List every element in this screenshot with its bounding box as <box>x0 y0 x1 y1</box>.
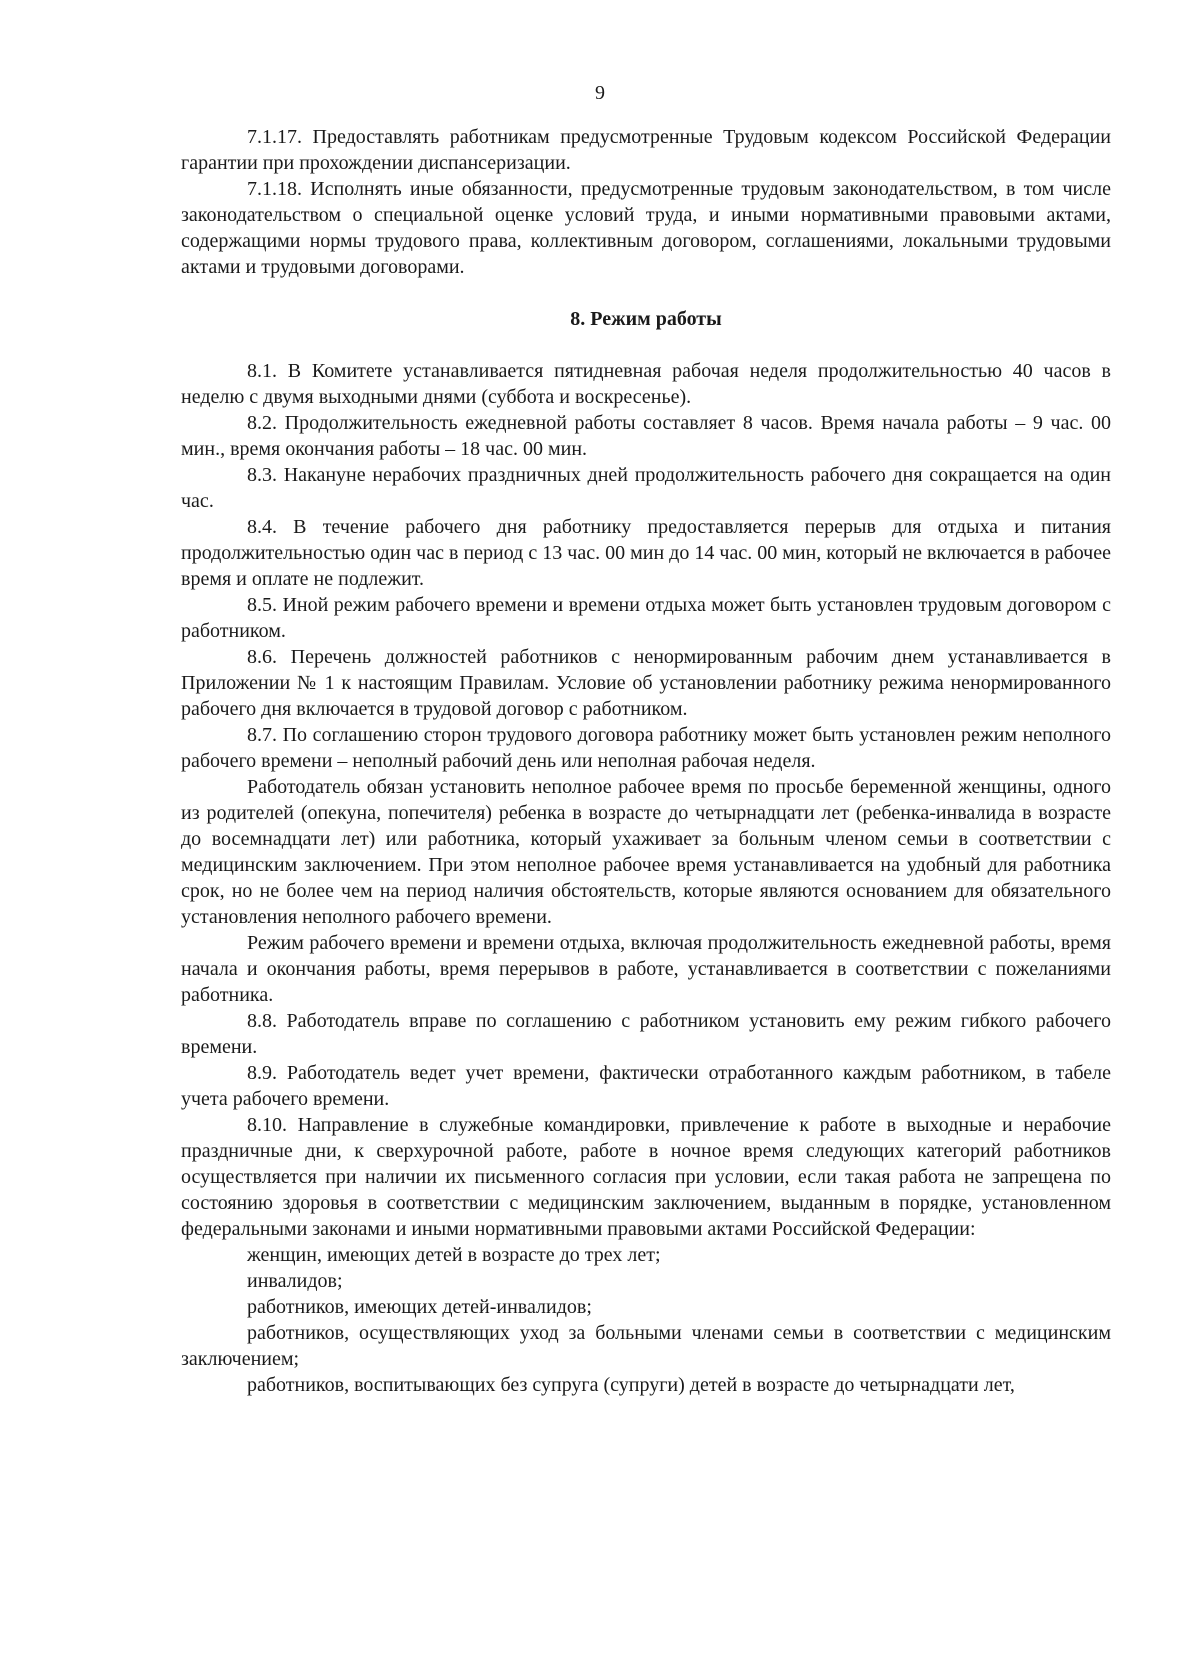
paragraph-8-10: 8.10. Направление в служебные командировки, привлечение к работе в выходные и нерабочие праздничные дни, к сверхурочной работе, работе в ночное время следующих категорий работников осуществляется при наличии их письменного согласия при условии, если такая работа не запрещена по состоянию здоровья в соответствии с медицинским заключением, выданным в порядке, установленном федеральными законами и иными нормативными правовыми актами Российской Федерации: <box>181 1114 1111 1240</box>
list-item: женщин, имеющих детей в возрасте до трех лет; <box>247 1244 661 1266</box>
list-item: инвалидов; <box>247 1270 343 1292</box>
paragraph-8-8: 8.8. Работодатель вправе по соглашению с работником установить ему режим гибкого рабочего времени. <box>181 1010 1111 1058</box>
paragraph-8-3: 8.3. Накануне нерабочих праздничных дней продолжительность рабочего дня сокращается на один час. <box>181 464 1111 512</box>
paragraph-8-1: 8.1. В Комитете устанавливается пятидневная рабочая неделя продолжительностью 40 часов в неделю с двумя выходными днями (суббота и воскресенье). <box>181 360 1111 408</box>
list-item: работников, воспитывающих без супруга (супруги) детей в возрасте до четырнадцати лет, <box>247 1374 1015 1396</box>
paragraph-work-schedule-wishes: Режим рабочего времени и времени отдыха, включая продолжительность ежедневной работы, время начала и окончания работы, время перерывов в работе, устанавливается в соответствии с пожеланиями работника. <box>181 932 1111 1006</box>
paragraph-8-2: 8.2. Продолжительность ежедневной работы составляет 8 часов. Время начала работы – 9 час. 00 мин., время окончания работы – 18 час. 00 мин. <box>181 412 1111 460</box>
paragraph-8-7: 8.7. По соглашению сторон трудового договора работнику может быть установлен режим неполного рабочего времени – неполный рабочий день или неполная рабочая неделя. <box>181 724 1111 772</box>
document-body <box>181 124 1111 1398</box>
paragraph-8-5: 8.5. Иной режим рабочего времени и времени отдыха может быть установлен трудовым договором с работником. <box>181 594 1111 642</box>
list-item: работников, имеющих детей-инвалидов; <box>247 1296 592 1318</box>
page-number: 9 <box>595 82 605 104</box>
paragraph-8-9: 8.9. Работодатель ведет учет времени, фактически отработанного каждым работником, в табеле учета рабочего времени. <box>181 1062 1111 1110</box>
paragraph-7-1-17: 7.1.17. Предоставлять работникам предусмотренные Трудовым кодексом Российской Федерации гарантии при прохождении диспансеризации. <box>181 126 1111 174</box>
list-item: работников, осуществляющих уход за больными членами семьи в соответствии с медицинским заключением; <box>181 1322 1111 1370</box>
paragraph-8-4: 8.4. В течение рабочего дня работнику предоставляется перерыв для отдыха и питания продолжительностью один час в период с 13 час. 00 мин до 14 час. 00 мин, который не включается в рабочее время и оплате не подлежит. <box>181 516 1111 590</box>
paragraph-7-1-18: 7.1.18. Исполнять иные обязанности, предусмотренные трудовым законодательством, в том числе законодательством о специальной оценке условий труда, и иными нормативными правовыми актами, содержащими нормы трудового права, коллективным договором, соглашениями, локальными трудовыми актами и трудовыми договорами. <box>181 178 1111 278</box>
paragraph-8-6: 8.6. Перечень должностей работников с ненормированным рабочим днем устанавливается в Приложении № 1 к настоящим Правилам. Условие об установлении работнику режима ненормированного рабочего дня включается в трудовой договор с работником. <box>181 646 1111 720</box>
paragraph-part-time-obligation: Работодатель обязан установить неполное рабочее время по просьбе беременной женщины, одного из родителей (опекуна, попечителя) ребенка в возрасте до четырнадцати лет (ребенка-инвалида в возрасте до восемнадцати лет) или работника, который ухаживает за больным членом семьи в соответствии с медицинским заключением. При этом неполное рабочее время устанавливается на удобный для работника срок, но не более чем на период наличия обстоятельств, которые являются основанием для обязательного установления неполного рабочего времени. <box>181 776 1111 928</box>
section-heading: 8. Режим работы <box>570 308 722 330</box>
